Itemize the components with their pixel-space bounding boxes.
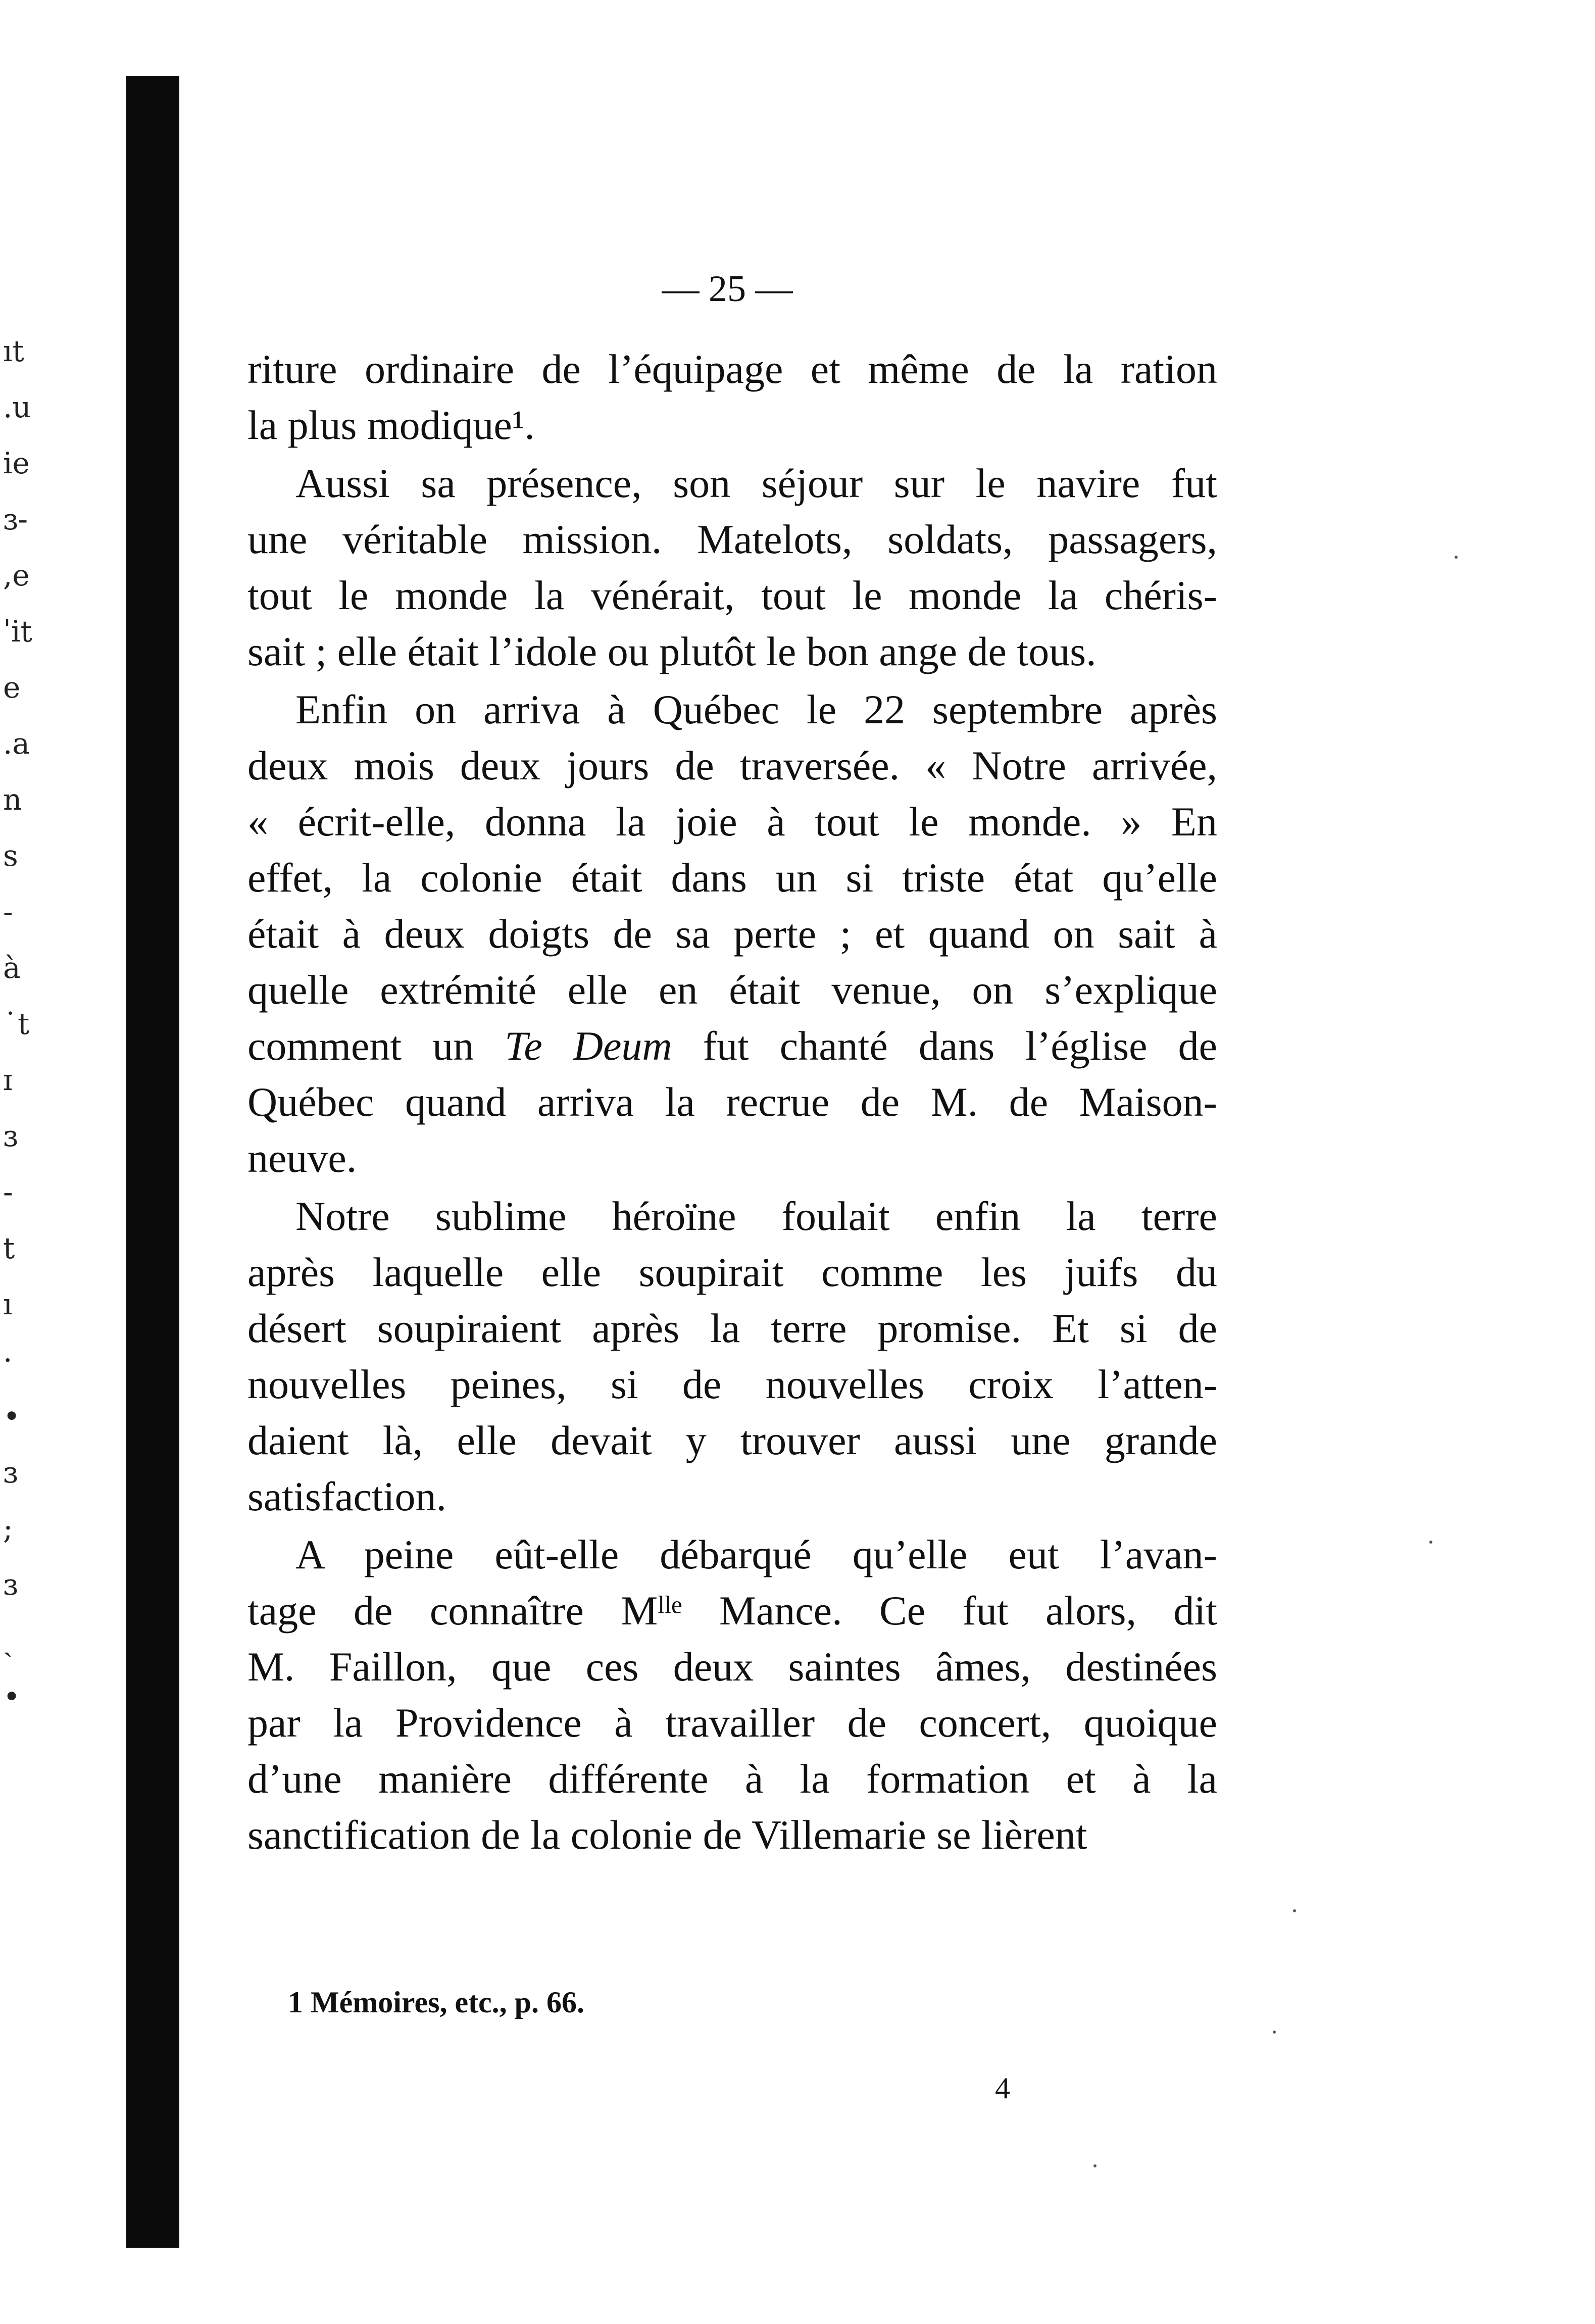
text-line: sait ; elle était l’idole ou plutôt le bon ange de tous. <box>247 628 1096 674</box>
text-line: Aussi sa présence, son séjour sur le navire fut <box>295 460 1217 506</box>
text-line: M. Faillon, que ces deux saintes âmes, destinées <box>247 1644 1217 1690</box>
scan-speck <box>1273 2031 1276 2034</box>
bleed-fragment: • <box>3 1399 21 1433</box>
bleed-fragment: ɪ <box>3 1063 13 1097</box>
scan-speck <box>1429 1541 1432 1544</box>
text-line: satisfaction. <box>247 1473 446 1519</box>
text-line: désert soupiraient après la terre promise. Et si de <box>247 1305 1217 1351</box>
bleed-fragment: ˈit <box>3 614 32 649</box>
text-line: « écrit-elle, donna la joie à tout le monde. » En <box>247 799 1217 845</box>
paragraph <box>247 1188 1217 1524</box>
bleed-fragment: s <box>3 838 18 873</box>
text-line: quelle extrémité elle en était venue, on s’explique <box>247 967 1217 1013</box>
text-line: tage de connaître Mˡˡᵉ Mance. Ce fut alors, dit <box>247 1588 1217 1634</box>
paragraph <box>247 341 1217 453</box>
bleed-fragment: n <box>3 782 22 817</box>
text-line: par la Providence à travailler de concert, quoique <box>247 1700 1217 1746</box>
text-line: riture ordinaire de l’équipage et même de la ration <box>247 346 1217 392</box>
bleed-fragment: ɜ <box>3 1119 18 1153</box>
text-line: sanctification de la colonie de Villemarie se lièrent <box>247 1812 1087 1858</box>
bleed-fragment: - <box>3 1175 13 1209</box>
signature-mark: 4 <box>995 2071 1010 2105</box>
bleed-fragment: ɜ <box>3 1567 18 1602</box>
bleed-fragment: t <box>3 1231 15 1265</box>
bleed-fragment: · <box>3 1343 13 1377</box>
text-line: comment un Te Deum fut chanté dans l’église de <box>247 1023 1217 1069</box>
binding-shadow <box>126 76 179 2248</box>
text-line: une véritable mission. Matelots, soldats, passagers, <box>247 516 1217 562</box>
text-line: la plus modique¹. <box>247 402 535 448</box>
bleed-fragment: - <box>3 895 13 929</box>
scan-speck <box>1093 2164 1096 2167</box>
bleed-fragment: • <box>3 1679 21 1714</box>
bleed-fragment: ; <box>3 1511 13 1546</box>
text-line: Notre sublime héroïne foulait enfin la terre <box>295 1193 1217 1239</box>
text-line: Québec quand arriva la recrue de M. de Maison- <box>247 1079 1217 1125</box>
bleed-fragment: ie <box>3 446 30 480</box>
bleed-fragment: ,e <box>3 558 30 592</box>
footnote: 1 Mémoires, etc., p. 66. <box>288 1986 585 2019</box>
text-line: daient là, elle devait y trouver aussi une grande <box>247 1417 1217 1463</box>
text-line: effet, la colonie était dans un si triste état qu’elle <box>247 855 1217 901</box>
text-line: d’une manière différente à la formation et à la <box>247 1756 1217 1802</box>
bleed-fragment: e <box>3 670 21 705</box>
bleed-fragment: ɜ- <box>3 502 28 536</box>
paragraph <box>247 681 1217 1186</box>
scan-speck <box>1455 556 1458 559</box>
bleed-fragment: ıt <box>3 334 24 368</box>
bleed-fragment: .a <box>3 726 30 761</box>
bleed-fragment: ˏ <box>3 1623 13 1658</box>
text-line: tout le monde la vénérait, tout le monde la chéris- <box>247 572 1217 618</box>
text-line: était à deux doigts de sa perte ; et quand on sait à <box>247 911 1217 957</box>
body-text <box>247 341 1217 1863</box>
bleed-fragment: ı <box>3 1287 13 1321</box>
text-line: A peine eût-elle débarqué qu’elle eut l’avan- <box>295 1531 1217 1577</box>
bleed-fragment: ɜ <box>3 1455 18 1490</box>
paragraph <box>247 1526 1217 1863</box>
text-line: nouvelles peines, si de nouvelles croix l’atten- <box>247 1361 1217 1407</box>
text-line: Enfin on arriva à Québec le 22 septembre après <box>295 686 1217 732</box>
bleed-fragment: .u <box>3 390 31 424</box>
text-line: deux mois deux jours de traversée. « Notre arrivée, <box>247 743 1217 788</box>
scan-speck <box>1293 1909 1296 1912</box>
text-line: après laquelle elle soupirait comme les juifs du <box>247 1249 1217 1295</box>
paragraph <box>247 455 1217 679</box>
page-number: — 25 — <box>662 268 793 310</box>
text-line: neuve. <box>247 1135 357 1181</box>
facing-page-bleed <box>0 323 66 1725</box>
bleed-fragment: ˙t <box>3 1007 30 1041</box>
bleed-fragment: à <box>3 951 21 985</box>
